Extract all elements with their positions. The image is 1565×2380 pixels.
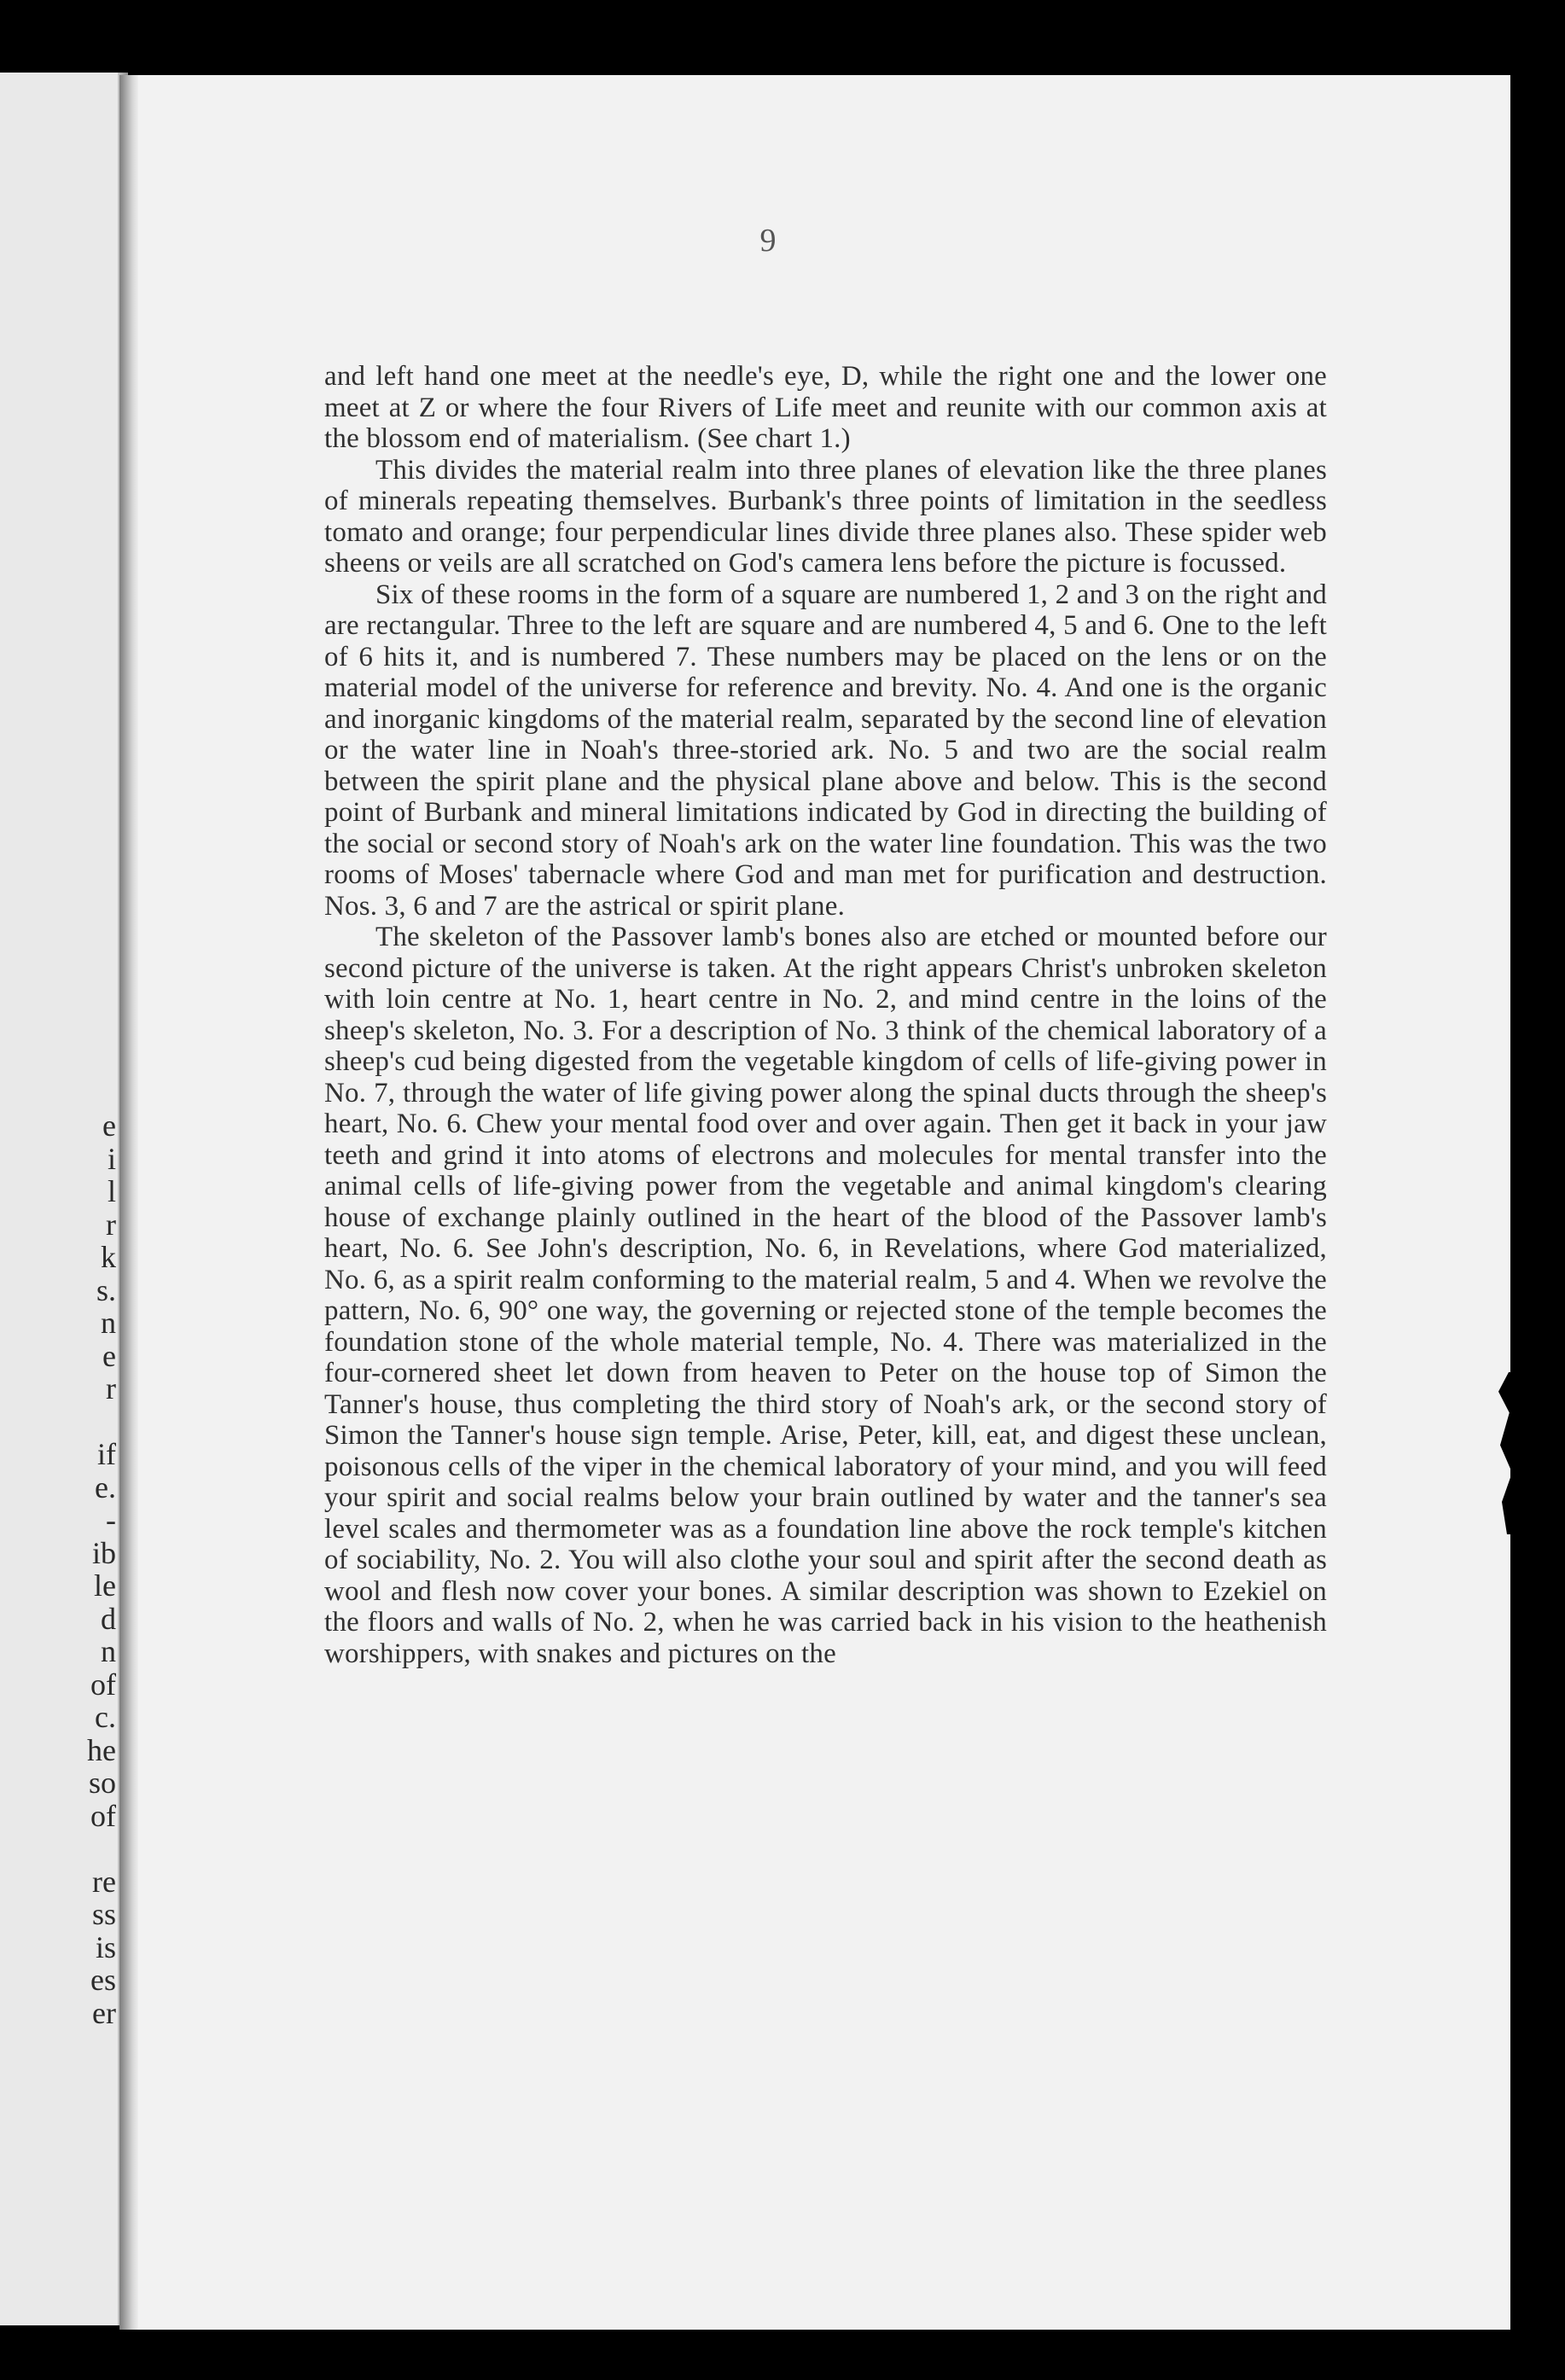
body-text	[324, 361, 1327, 1669]
line-end: of	[90, 1798, 116, 1833]
line-end: k	[101, 1240, 116, 1274]
facing-page-edge	[0, 73, 128, 2325]
line-end: i	[107, 1141, 116, 1176]
line-end: d	[101, 1601, 116, 1636]
paragraph: The skeleton of the Passover lamb's bones also are etched or mounted before our second picture of the universe is taken. At the right appears Christ's unbroken skeleton with loin centre at No. 1, heart centre in No. 2, and mind centre in the loins of the sheep's skeleton, No. 3. For a description of No. 3 think of the chemical laboratory of a sheep's cud being digested from the vegetable kingdom of cells of life-giving power in No. 7, through the water of life giving power along the spinal ducts through the sheep's heart, No. 6. Chew your mental food over and over again. Then get it back in your jaw teeth and grind it into atoms of electrons and molecules for mental transfer into the animal cells of life-giving power from the vegetable and animal kingdom's clearing house of exchange plainly outlined in the heart of the blood of the Passover lamb's heart, No. 6. See John's description, No. 6, in Revelations, where God materialized, No. 6, as a spirit realm conforming to the material realm, 5 and 4. When we revolve the pattern, No. 6, 90° one way, the governing or rejected stone of the temple becomes the foundation stone of the whole material temple, No. 4. There was materialized in the four-cornered sheet let down from heaven to Peter on the house top of Simon the Tanner's house, thus completing the third story of Noah's ark, or the second story of Simon the Tanner's house sign temple. Arise, Peter, kill, eat, and digest these unclean, poisonous cells of the viper in the chemical laboratory of your mind, and you will feed your spirit and social realms below your brain outlined by water and the tanner's sea level scales and thermometer was as a foundation line above the rock temple's kitchen of sociability, No. 2. You will also clothe your soul and spirit after the second death as wool and flesh now cover your bones. A similar description was shown to Ezekiel on the floors and walls of No. 2, when he was carried back in his vision to the heathenish worshippers, with snakes and pictures on the	[324, 922, 1327, 1669]
line-end: so	[88, 1766, 116, 1800]
line-end: if	[97, 1437, 116, 1471]
paragraph: and left hand one meet at the needle's eye, D, while the right one and the lower one meet at Z or where the four Rivers of Life meet and reunite with our common axis at the blossom end of materialism. (See chart 1.)	[324, 361, 1327, 454]
line-end: ib	[91, 1535, 116, 1570]
line-end: ss	[91, 1897, 116, 1931]
line-end: es	[90, 1963, 116, 1997]
torn-edge	[1488, 1372, 1522, 1534]
page-number: 9	[759, 223, 777, 259]
line-end: n	[101, 1306, 116, 1340]
line-end: he	[87, 1732, 116, 1767]
line-end: is	[95, 1929, 116, 1964]
line-end: e	[102, 1338, 116, 1373]
line-end: re	[92, 1864, 116, 1899]
line-end: c.	[95, 1700, 116, 1734]
paragraph: Six of these rooms in the form of a square are numbered 1, 2 and 3 on the right and are rectangular. Three to the left are square and are numbered 4, 5 and 6. One to the left of 6 hits it, and is numbered 7. These numbers may be placed on the lens or on the material model of the universe for reference and brevity. No. 4. And one is the organic and inorganic kingdoms of the material realm, separated by the second line of elevation or the water line in Noah's three-storied ark. No. 5 and two are the social realm between the spirit plane and the physical plane above and below. This is the second point of Burbank and mineral limitations indicated by God in directing the building of the social or second story of Noah's ark on the water line foundation. This was the two rooms of Moses' tabernacle where God and man met for purification and destruction. Nos. 3, 6 and 7 are the astrical or spirit plane.	[324, 579, 1327, 922]
line-end: l	[107, 1174, 116, 1208]
page-spine-shadow	[119, 75, 138, 2330]
line-end: -	[106, 1503, 116, 1537]
line-end: r	[106, 1207, 116, 1242]
line-end: le	[94, 1568, 116, 1603]
line-end: e.	[95, 1469, 116, 1504]
line-end	[0, 1832, 116, 1865]
line-end: of	[90, 1667, 116, 1702]
book-page	[119, 75, 1510, 2330]
line-end	[0, 1405, 116, 1439]
line-end: s.	[96, 1272, 116, 1307]
line-end: er	[92, 1995, 116, 2030]
paragraph: This divides the material realm into three planes of elevation like the three planes of minerals repeating themselves. Burbank's three points of limitation in the seedless tomato and orange; four perpendicular lines divide three planes also. These spider web sheens or veils are all scratched on God's camera lens before the picture is focussed.	[324, 454, 1327, 579]
line-end: r	[106, 1371, 116, 1405]
line-end: n	[101, 1634, 116, 1668]
line-end: e	[102, 1109, 116, 1143]
facing-page-line-ends	[0, 1109, 116, 2029]
